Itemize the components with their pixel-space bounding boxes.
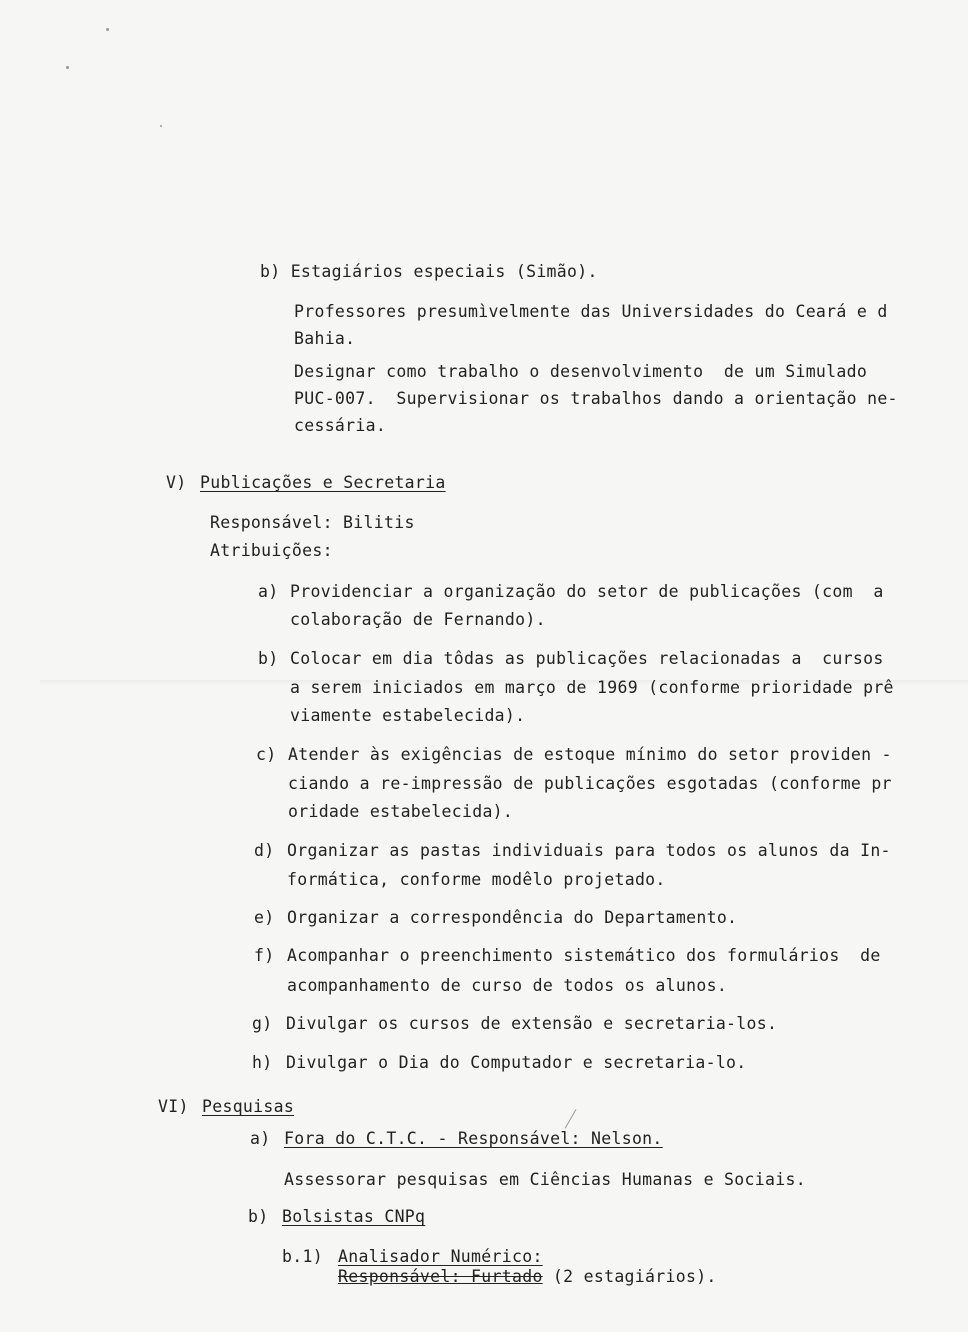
item-label: e): [254, 908, 275, 927]
item-line: formática, conforme modêlo projetado.: [287, 870, 666, 889]
sub-b1-responsavel: [338, 1267, 717, 1287]
section-v-numeral: V): [166, 473, 187, 492]
sub-a-label: a): [250, 1129, 271, 1148]
item-line: Colocar em dia tôdas as publicações relacionadas a cursos: [290, 649, 884, 668]
atribuicoes-label: Atribuições:: [210, 541, 333, 560]
item-line: oridade estabelecida).: [288, 802, 514, 821]
item-line: ciando a re-impressão de publicações esgotadas (conforme pr: [288, 774, 892, 793]
sub-b-label: b): [248, 1207, 269, 1226]
speck: [66, 66, 69, 69]
item-line: acompanhamento de curso de todos os alunos.: [287, 976, 728, 995]
item-label: b): [258, 649, 279, 668]
section-vi-title: Pesquisas: [202, 1097, 295, 1116]
sub-b1-label: b.1): [282, 1247, 323, 1266]
item-line: Divulgar os cursos de extensão e secretaria-los.: [286, 1014, 778, 1033]
estagiarios-heading: b) Estagiários especiais (Simão).: [260, 262, 598, 281]
estagiarios-line: cessária.: [294, 416, 387, 435]
item-label: a): [258, 582, 279, 601]
pen-mark: [565, 1109, 577, 1129]
item-line: Organizar a correspondência do Departamento.: [287, 908, 738, 927]
item-line: Divulgar o Dia do Computador e secretaria-lo.: [286, 1053, 747, 1072]
estagiarios-line: Designar como trabalho o desenvolvimento de um Simulado: [294, 362, 868, 381]
item-label: g): [252, 1014, 273, 1033]
item-line: Acompanhar o preenchimento sistemático dos formulários de: [287, 946, 881, 965]
sub-a-title: Fora do C.T.C. - Responsável: Nelson.: [284, 1129, 663, 1148]
speck: [160, 125, 162, 127]
estagiarios-line: Bahia.: [294, 329, 356, 348]
item-line: Organizar as pastas individuais para todos os alunos da In-: [287, 841, 891, 860]
section-v-title: Publicações e Secretaria: [200, 473, 446, 492]
estagiarios-line: PUC-007. Supervisionar os trabalhos dando a orientação ne-: [294, 389, 898, 408]
item-line: a serem iniciados em março de 1969 (conforme prioridade prê: [290, 678, 894, 697]
item-label: h): [252, 1053, 273, 1072]
responsavel-line: Responsável: Bilitis: [210, 513, 415, 532]
item-label: d): [254, 841, 275, 860]
item-line: viamente estabelecida).: [290, 706, 526, 725]
responsavel-struck: Responsável: Furtado: [338, 1267, 543, 1286]
speck: [106, 28, 109, 31]
item-line: Atender às exigências de estoque mínimo do setor providen -: [288, 745, 892, 764]
estagiarios-note: (2 estagiários).: [542, 1267, 717, 1286]
sub-b1-title: Analisador Numérico:: [338, 1247, 543, 1266]
sub-b-title: Bolsistas CNPq: [282, 1207, 426, 1226]
item-line: colaboração de Fernando).: [290, 610, 546, 629]
item-label: c): [256, 745, 277, 764]
sub-a-text: Assessorar pesquisas em Ciências Humanas e Sociais.: [284, 1170, 806, 1189]
item-line: Providenciar a organização do setor de publicações (com a: [290, 582, 884, 601]
item-label: f): [254, 946, 275, 965]
estagiarios-line: Professores presumìvelmente das Universidades do Ceará e d: [294, 302, 888, 321]
section-vi-numeral: VI): [158, 1097, 189, 1116]
